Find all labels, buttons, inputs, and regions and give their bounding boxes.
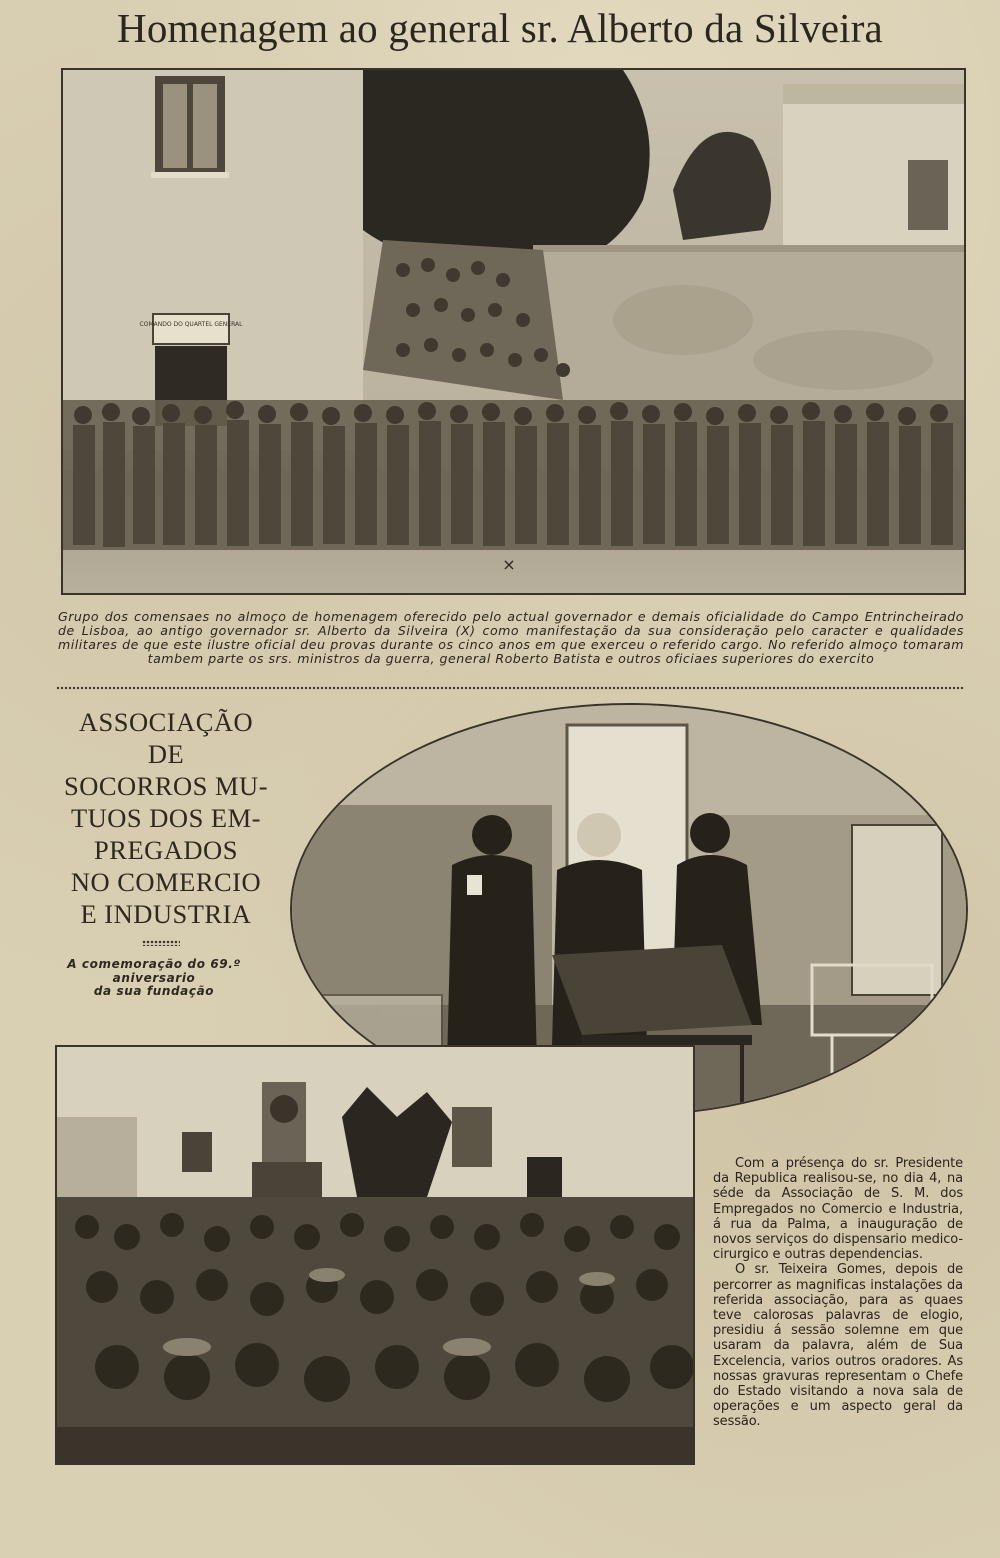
- section-title-line: SOCORROS MU-: [63, 771, 269, 801]
- section-title-line: NO COMERCIO: [70, 867, 262, 897]
- section-title-line: TUOS DOS EM-: [70, 803, 262, 833]
- section-subtitle-line: aniversario: [112, 970, 196, 985]
- photo-caption: Grupo dos comensaes no almoço de homenagem oferecido pelo actual governador e demais oficialidade do Campo Entrincheirado de Lisboa, ao antigo governador sr. Alberto da Silveira (X) como manifestação da sua consideração pelo caracter e qualidades militares de que este ilustre oficial deu provas durante os cinco anos em que exerceu o referido cargo. No referido almoço tomaram tambem parte os srs. ministros da guerra, general Roberto Batista e outros oficiaes superiores do exercito: [58, 609, 964, 666]
- section-title-line: DE: [147, 739, 185, 769]
- section-title-line: E INDUSTRIA: [80, 899, 252, 929]
- building-sign-text: COMANDO DO QUARTEL GENERAL: [139, 321, 243, 328]
- section-title: [56, 706, 276, 930]
- section-title-line: ASSOCIAÇÃO: [78, 707, 254, 737]
- assembly-session-photo: [55, 1045, 695, 1465]
- article-paragraph: Com a présença do sr. Presidente da Republica realisou-se, no dia 4, na séde da Associação de S. M. dos Empregados no Comercio e Industria, á rua da Palma, a inauguração de novos serviços do dispensario medico-cirurgico e outras dependencias.: [713, 1156, 963, 1263]
- officers-group-illustration: [63, 70, 964, 593]
- section-subtitle-line: A comemoração do 69.º: [67, 957, 241, 971]
- section-separator: [142, 940, 180, 946]
- section-subtitle-line: da sua fundação: [93, 984, 215, 998]
- article-paragraph: O sr. Teixeira Gomes, depois de percorrer as magnificas instalações da referida associação, para as quaes teve calorosas palavras de elogio, presidiu á sessão solemne em que usaram da palavra, além de Sua Excelencia, varios outros oradores. As nossas gravuras representam o Chefe do Estado visitando a nova sala de operações e um aspecto geral da sessão.: [713, 1262, 963, 1430]
- assembly-session-illustration: [57, 1047, 693, 1463]
- section-subtitle: [56, 958, 252, 999]
- page-headline: Homenagem ao general sr. Alberto da Silveira: [117, 5, 883, 51]
- dotted-divider: [56, 686, 964, 690]
- mark-x: ×: [502, 555, 516, 574]
- article-body: [713, 1156, 963, 1430]
- section-title-line: PREGADOS: [94, 835, 238, 865]
- officers-group-photo: [61, 68, 966, 595]
